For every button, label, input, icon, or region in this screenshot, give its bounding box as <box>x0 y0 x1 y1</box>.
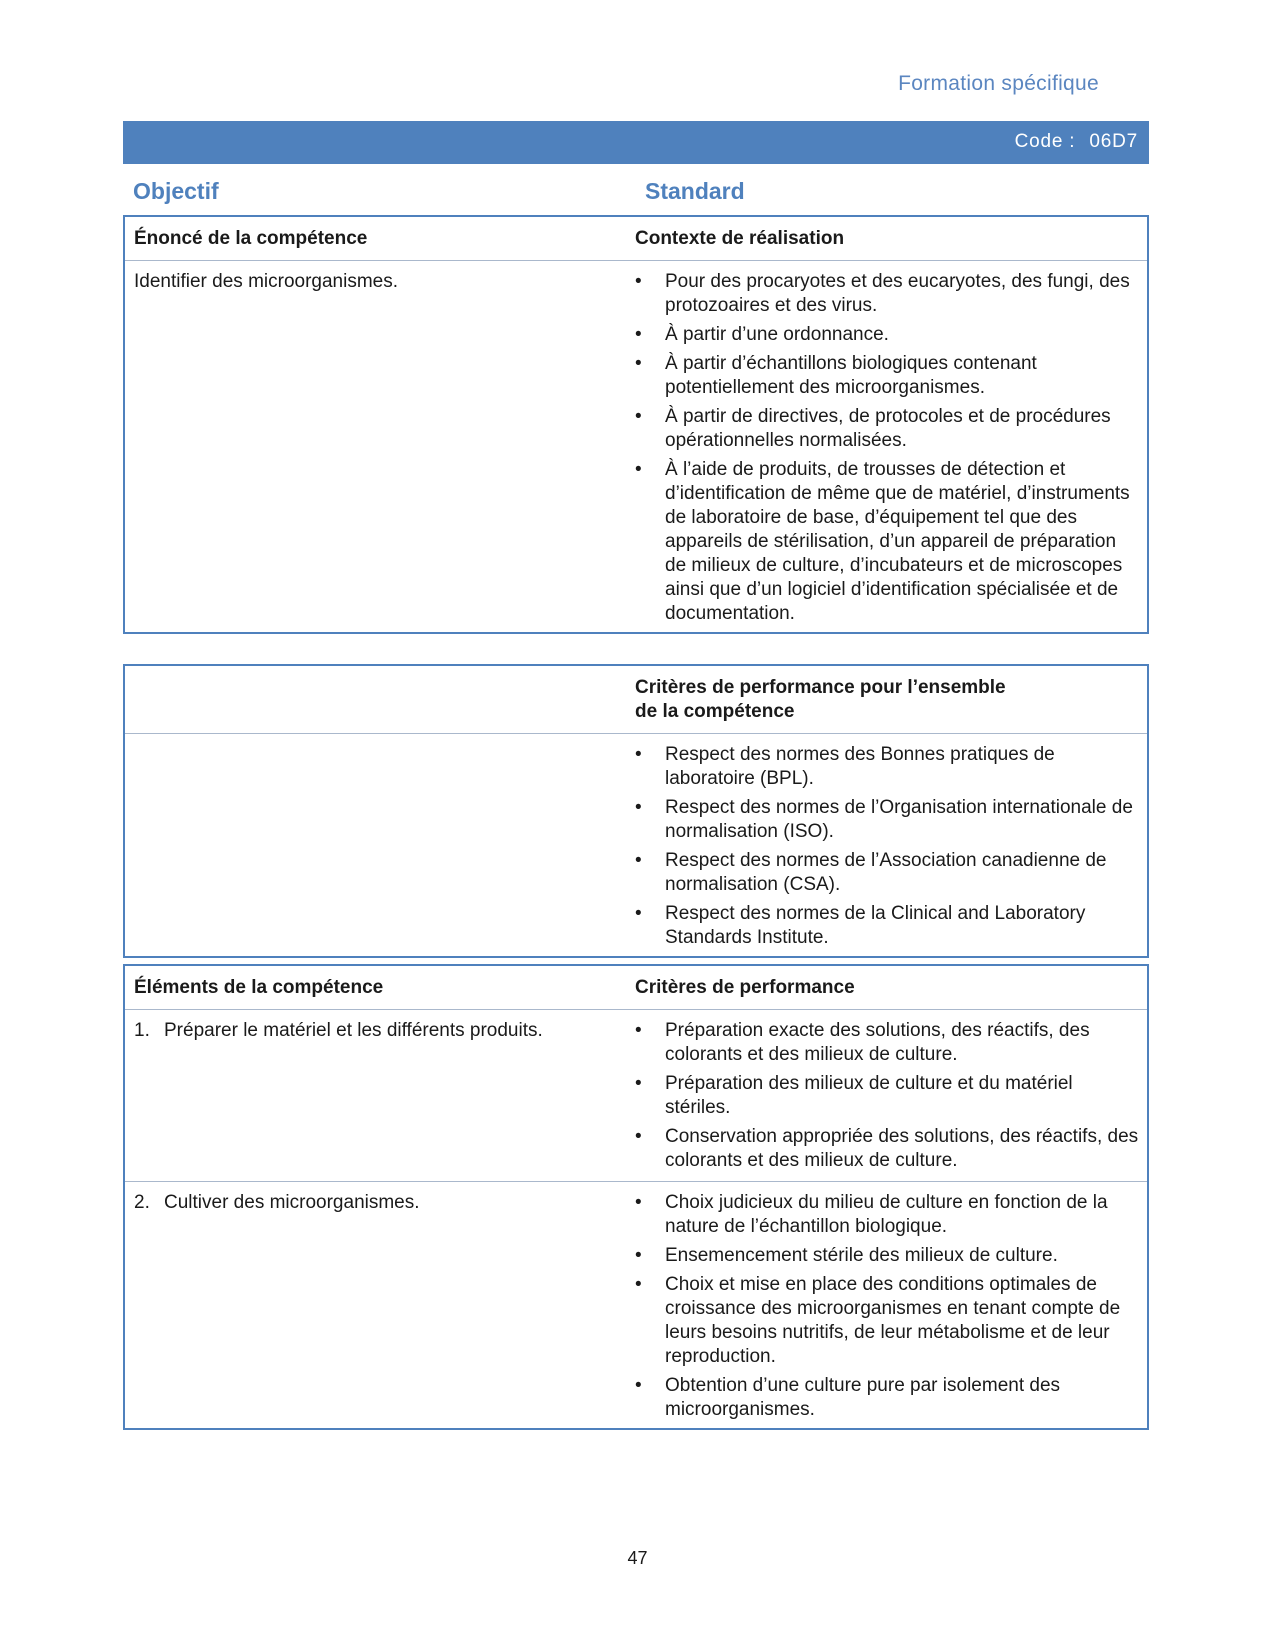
elements-heading: Éléments de la compétence <box>134 977 384 998</box>
list-item: • Respect des normes de l’Organisation internationale de normalisation (ISO). <box>635 796 1139 844</box>
element-number: 1. <box>134 1020 150 1041</box>
code-text <box>1015 131 1138 153</box>
criteria-overall-heading <box>635 666 1147 733</box>
list-item: • Préparation exacte des solutions, des réactifs, des colorants et des milieux de culture. <box>635 1019 1139 1067</box>
element-1-criteria-cell <box>635 1019 1147 1173</box>
list-item: • Choix judicieux du milieu de culture en fonction de la nature de l’échantillon biologique. <box>635 1191 1139 1239</box>
enonce-heading: Énoncé de la compétence <box>134 228 368 249</box>
list-item: • À l’aide de produits, de trousses de détection et d’identification de même que de matériel, d’instruments de laboratoire de base, d’équipement tel que des appareils de stérilisation, d’un appareil de préparation de milieux de culture, d’incubateurs et de microscopes ainsi que d’un logiciel d’identification spécialisée et de documentation. <box>635 458 1139 626</box>
table-row <box>125 261 1147 632</box>
list-item: • À partir d’échantillons biologiques contenant potentiellement des microorganismes. <box>635 352 1139 400</box>
element-1 <box>125 1019 635 1173</box>
list-item: • Obtention d’une culture pure par isolement des microorganismes. <box>635 1374 1139 1422</box>
element-2-criteria-cell <box>635 1191 1147 1422</box>
code-bar <box>123 121 1149 164</box>
criteria-overall-list-cell <box>635 743 1147 950</box>
list-item: • Respect des normes des Bonnes pratiques de laboratoire (BPL). <box>635 743 1139 791</box>
criteria-overall-heading-line2: de la compétence <box>635 701 795 722</box>
table-header-row <box>125 666 1147 734</box>
elements-table <box>123 964 1149 1430</box>
page-number: 47 <box>627 1548 648 1568</box>
table-row <box>125 1181 1147 1428</box>
contexte-heading: Contexte de réalisation <box>635 228 845 249</box>
element-label: Cultiver des microorganismes. <box>164 1192 420 1213</box>
list-item: • À partir d’une ordonnance. <box>635 323 1139 347</box>
table-header-row <box>125 217 1147 261</box>
element-2 <box>125 1191 635 1422</box>
element-label: Préparer le matériel et les différents produits. <box>164 1020 543 1041</box>
list-item: • Respect des normes de l’Association canadienne de normalisation (CSA). <box>635 849 1139 897</box>
contexte-list-cell <box>635 270 1147 626</box>
element-1-criteria-list <box>635 1019 1139 1173</box>
list-item: • Préparation des milieux de culture et du matériel stériles. <box>635 1072 1139 1120</box>
objectif-heading: Objectif <box>133 178 219 204</box>
list-item: • Respect des normes de la Clinical and Laboratory Standards Institute. <box>635 902 1139 950</box>
list-item: • À partir de directives, de protocoles et de procédures opérationnelles normalisées. <box>635 405 1139 453</box>
competence-statement: Identifier des microorganismes. <box>134 271 398 292</box>
empty-cell <box>125 666 635 733</box>
standard-heading: Standard <box>645 178 745 204</box>
element-number: 2. <box>134 1192 150 1213</box>
code-label: Code : <box>1014 131 1076 152</box>
list-item: • Choix et mise en place des conditions optimales de croissance des microorganismes en tenant compte de leurs besoins nutritifs, de leur métabolisme et de leur reproduction. <box>635 1273 1139 1369</box>
list-item: • Conservation appropriée des solutions, des réactifs, des colorants et des milieux de culture. <box>635 1125 1139 1173</box>
empty-cell <box>125 743 635 950</box>
element-2-criteria-list <box>635 1191 1139 1422</box>
table-header-row <box>125 966 1147 1010</box>
competence-table <box>123 215 1149 634</box>
table-row <box>125 734 1147 956</box>
running-title: Formation spécifique <box>898 72 1099 95</box>
criteria-overall-list <box>635 743 1139 950</box>
code-value: 06D7 <box>1089 131 1138 152</box>
criteria-overall-heading-line1: Critères de performance pour l’ensemble <box>635 677 1006 698</box>
criteria-heading: Critères de performance <box>635 977 855 998</box>
list-item: • Ensemencement stérile des milieux de culture. <box>635 1244 1139 1268</box>
criteria-overall-table <box>123 664 1149 958</box>
list-item: • Pour des procaryotes et des eucaryotes, des fungi, des protozoaires et des virus. <box>635 270 1139 318</box>
contexte-list <box>635 270 1139 626</box>
table-row <box>125 1010 1147 1181</box>
